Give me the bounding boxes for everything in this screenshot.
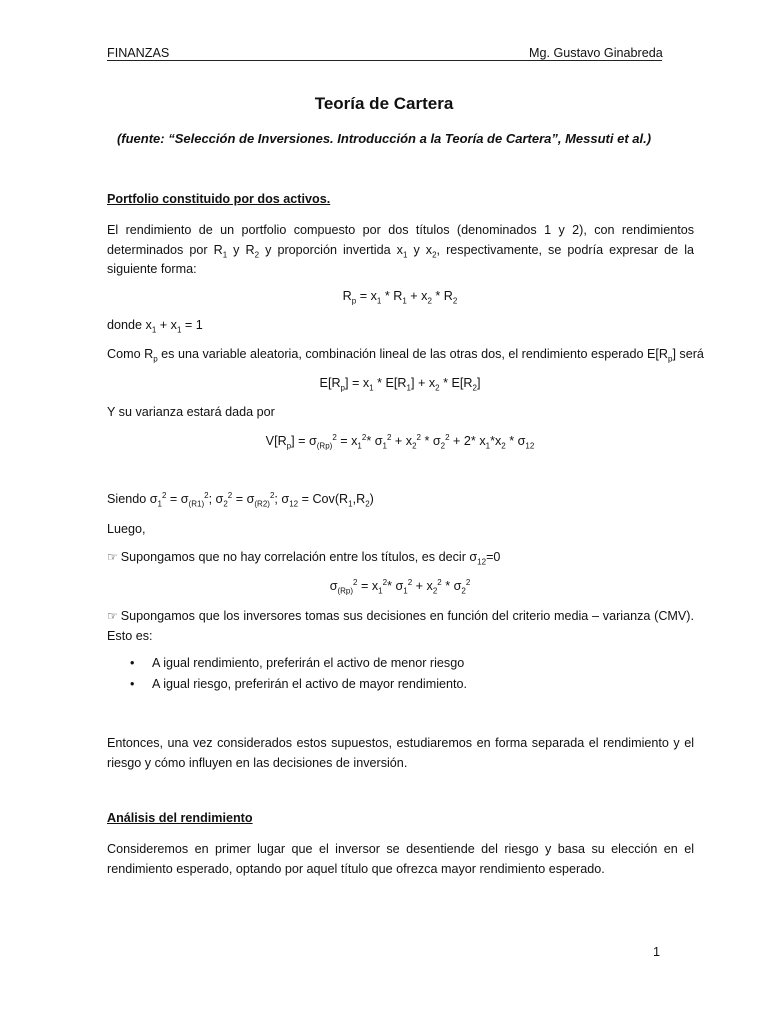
header-rule: [107, 60, 662, 61]
paragraph-portfolio-intro: El rendimiento de un portfolio compuesto por dos títulos (denominados 1 y 2), con rendimientos determinados por $R_1$ y $R_2$ y proporción invertida $x_1$ y $x_2$, respectivamente, se podría expresar de la siguiente forma:: [107, 223, 695, 276]
expected-return-line: Como $R_p$ es una variable aleatoria, combinación lineal de las otras dos, el rendimiento esperado $E[R_p]$ será: [107, 347, 704, 364]
variance-intro: Y su varianza estará dada por: [107, 405, 275, 419]
bullet-item: A igual rendimiento, preferirán el activo de menor riesgo: [152, 656, 465, 670]
luego-line: Luego,: [107, 522, 146, 536]
bullet-icon: •: [130, 677, 135, 691]
equation-portfolio-return: $R_p = x_1 * R_1 + x_2 * R_2$: [342, 289, 458, 306]
equation-variance: $V[R_p] = \sigma_{(Rp)}^2 = x_1^2*$ $\sigma_1^2 + x_2^2 * \sigma_2^2 + 2*$ $x_1*x_2 * \sigma_{12}$: [265, 432, 535, 451]
paragraph-conclusion: Entonces, una vez considerados estos supuestos, estudiaremos en forma separada el rendimiento y el riesgo y cómo influyen en las decisiones de inversión.: [107, 736, 694, 770]
bullet-item: A igual riesgo, preferirán el activo de mayor rendimiento.: [152, 677, 468, 691]
pointing-hand-icon: ☞: [107, 550, 118, 564]
bullet-icon: •: [130, 656, 135, 670]
section-heading-portfolio: Portfolio constituido por dos activos.: [107, 192, 331, 206]
paragraph-return-analysis: Consideremos en primer lugar que el inversor se desentiende del riesgo y basa su elección en el rendimiento esperado, optando por aquel título que ofrezca mayor rendimiento esperado.: [107, 842, 694, 876]
equation-expected-return: $E[R_p] = x_1 * E[R_1] + x_2 * E[R_2]$: [319, 376, 481, 393]
header-left: FINANZAS: [107, 46, 170, 60]
page-title: Teoría de Cartera: [314, 94, 454, 113]
pointing-hand-icon: ☞: [107, 609, 118, 623]
constraint-line: donde $x_1 + x_1 = 1$: [107, 318, 203, 335]
definitions-line: Siendo $\sigma_1^2 = \sigma_{(R1)}^2$; $\sigma_2^2 = \sigma_{(R2)}^2$; $\sigma_{12} = Cov(R_1,R_2)$: [107, 490, 374, 509]
assumption-cmv: ☞ Supongamos que los inversores tomas sus decisiones en función del criterio media – varianza (CMV). Esto es:: [107, 609, 694, 643]
equation-variance-uncorrelated: $\sigma_{(Rp)}^2 = x_1^2*$ $\sigma_1^2 + x_2^2 * \sigma_2^2$: [329, 577, 471, 596]
header-right: Mg. Gustavo Ginabreda: [529, 46, 663, 60]
assumption-no-correlation: ☞ Supongamos que no hay correlación entre los títulos, es decir $\sigma_{12}=0$: [107, 550, 501, 567]
page-subtitle: (fuente: “Selección de Inversiones. Introducción a la Teoría de Cartera”, Messuti et al.): [116, 131, 652, 146]
page-number: 1: [653, 945, 661, 959]
section-heading-return-analysis: Análisis del rendimiento: [107, 811, 253, 825]
